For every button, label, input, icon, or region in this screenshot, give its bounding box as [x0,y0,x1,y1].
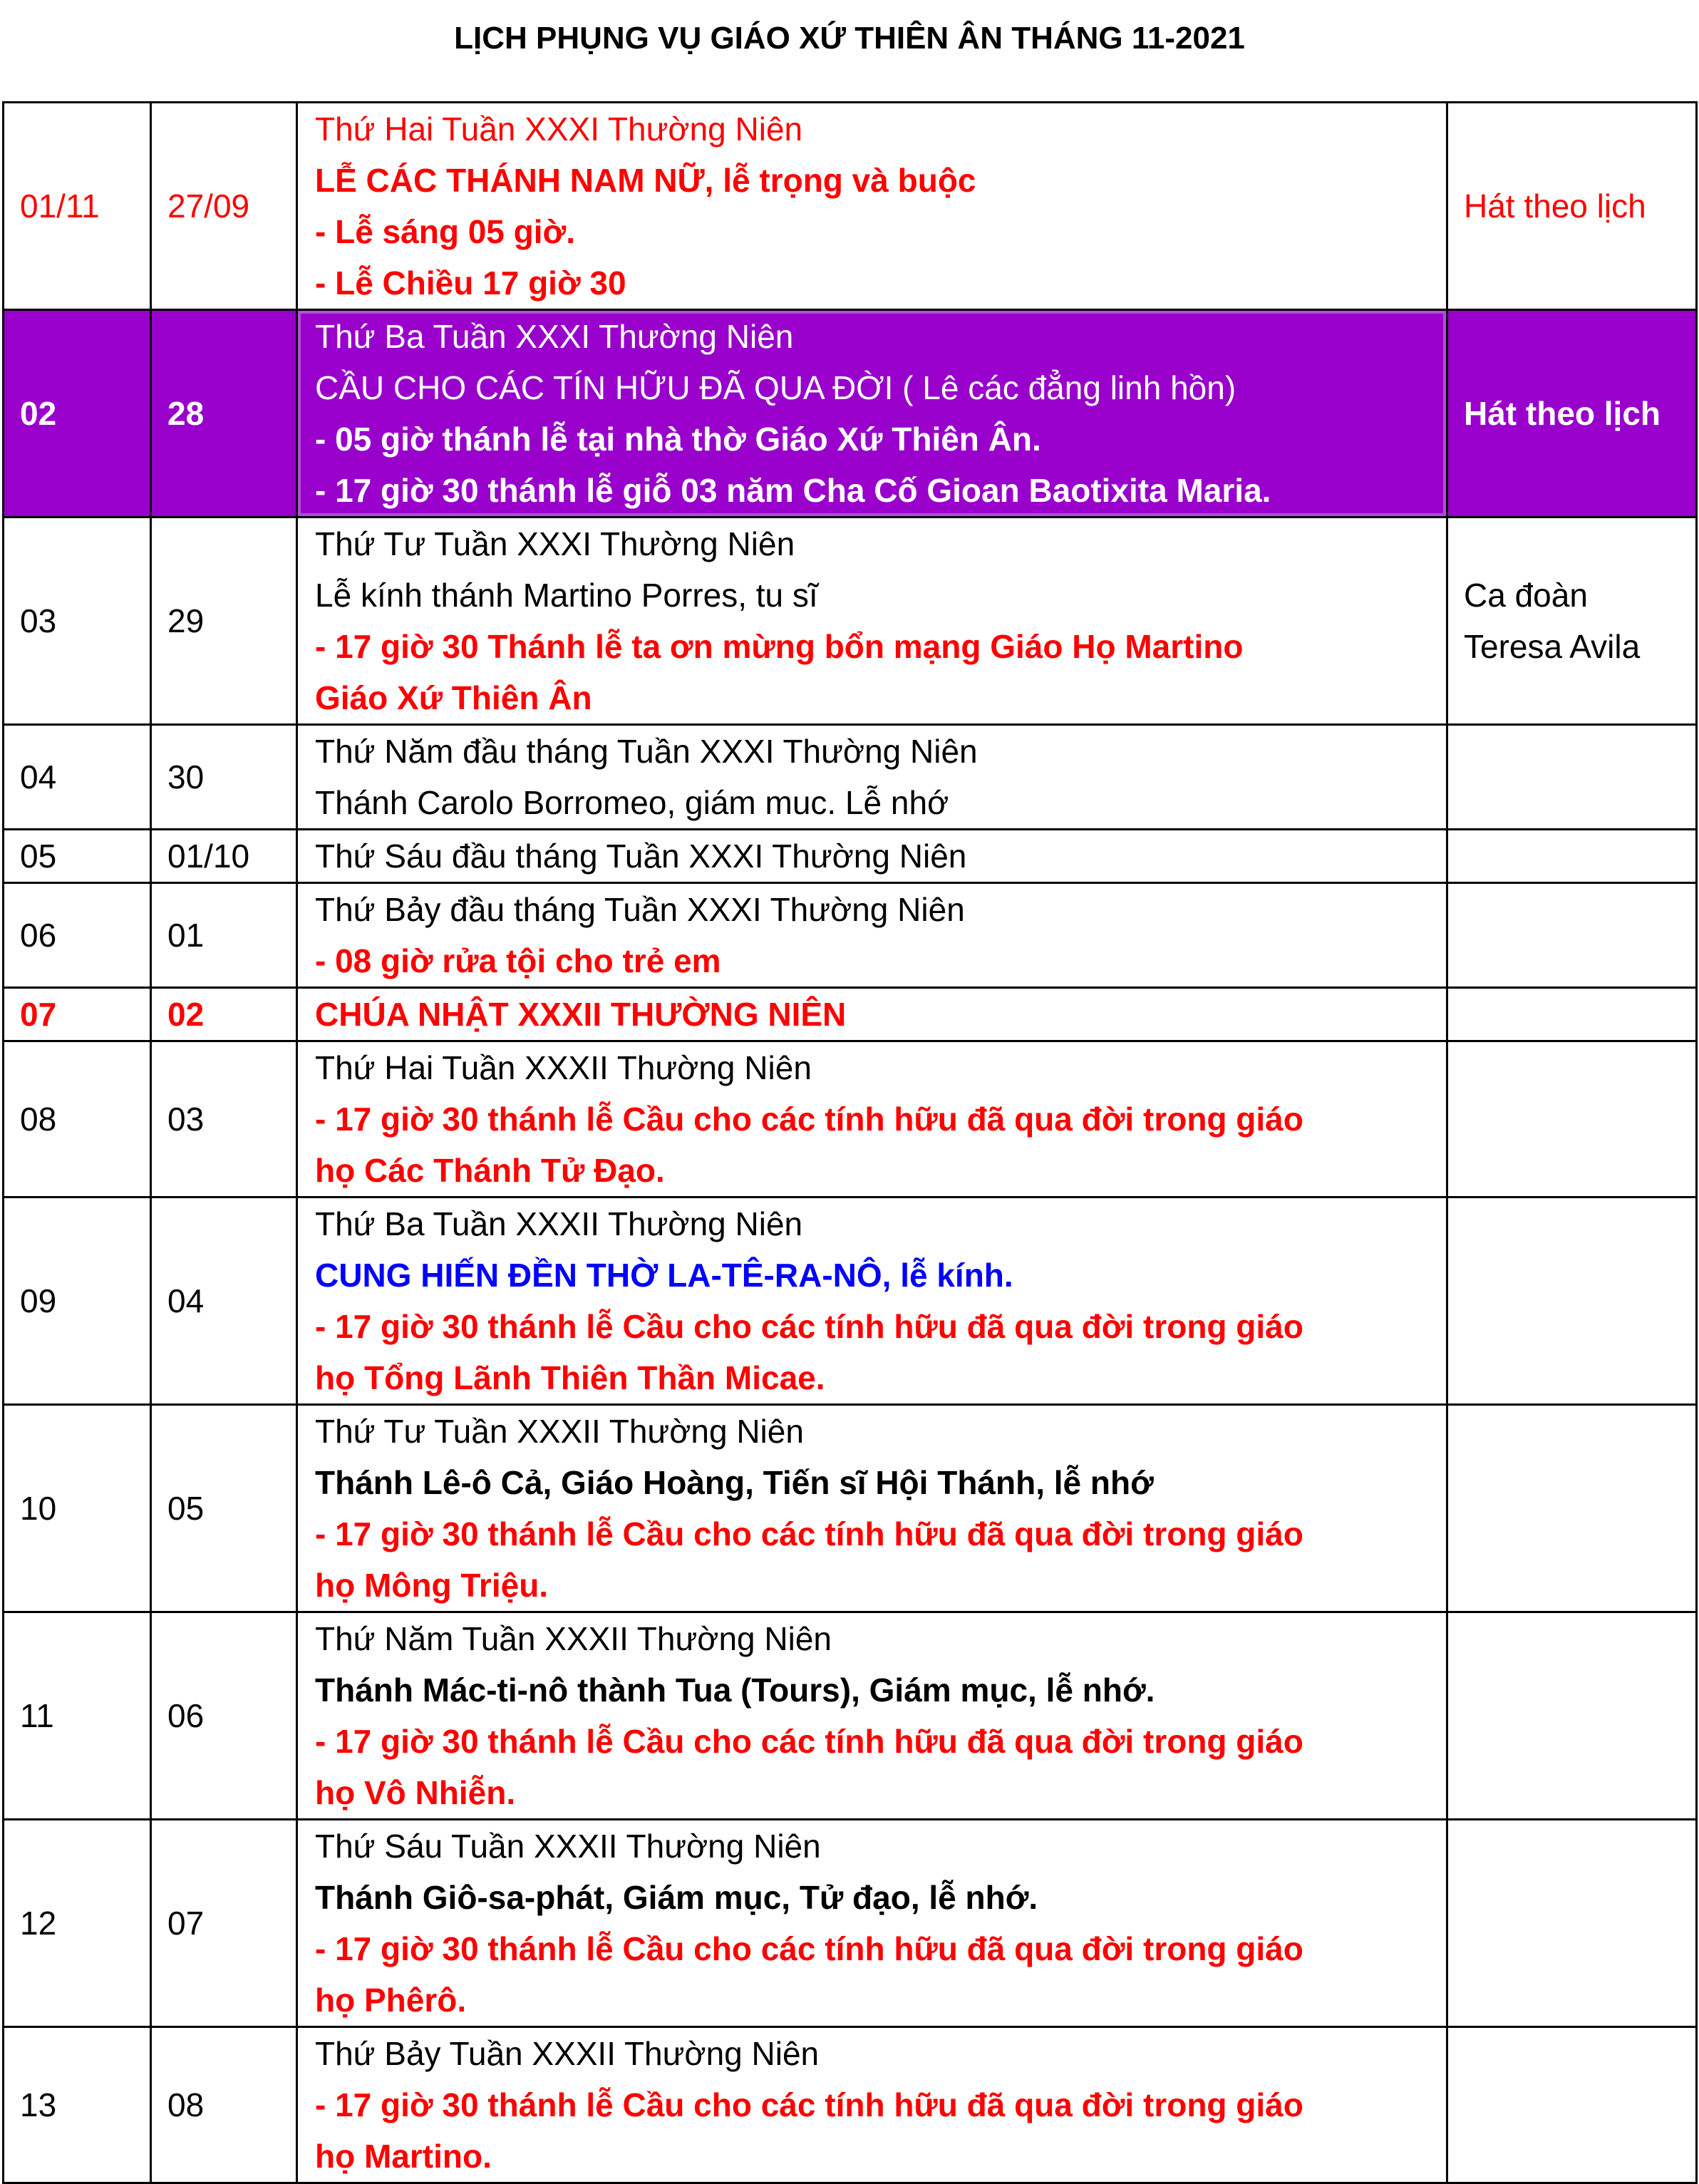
music-note-text: Ca đoàn Teresa Avila [1464,577,1641,665]
day-cell: 08 [4,1041,151,1197]
liturgy-line: họ Martino. [315,2138,492,2175]
liturgy-line: họ Các Thánh Tử Đạo. [315,1152,665,1189]
page-title: LỊCH PHỤNG VỤ GIÁO XỨ THIÊN ÂN THÁNG 11-2021 [454,21,1245,56]
lunar-date-cell: 28 [151,310,297,517]
lunar-date-cell: 30 [151,725,297,830]
lunar-date-cell: 08 [151,2027,297,2183]
music-note-cell [1447,517,1697,725]
liturgy-line: - 17 giờ 30 thánh lễ Cầu cho các tính hữu đã qua đời trong giáo [315,1515,1303,1552]
liturgy-line: Thứ Sáu Tuần XXXII Thường Niên [315,1828,821,1865]
day-cell: 07 [4,988,151,1041]
schedule-row [4,1612,1697,1820]
lunar-date-cell: 01 [151,883,297,988]
liturgy-line: Thứ Tư Tuần XXXI Thường Niên [315,525,795,562]
schedule-row [4,310,1697,517]
liturgy-line: Lễ kính thánh Martino Porres, tu sĩ [315,577,818,614]
liturgy-cell [297,883,1447,988]
music-note-text: Hát theo lịch [1464,187,1646,225]
liturgy-line: Thứ Hai Tuần XXXI Thường Niên [315,110,803,148]
music-note-cell [1447,103,1697,310]
day-cell: 12 [4,1820,151,2027]
day-cell: 03 [4,517,151,725]
liturgy-line: CẦU CHO CÁC TÍN HỮU ĐÃ QUA ĐỜI ( Lê các đẳng linh hồn) [315,369,1236,406]
schedule-row [4,830,1697,883]
schedule-row [4,725,1697,830]
liturgy-line: Thứ Tư Tuần XXXII Thường Niên [315,1413,804,1450]
schedule-row [4,2027,1697,2183]
music-note-cell [1447,1041,1697,1197]
day-cell: 04 [4,725,151,830]
liturgy-line: Thứ Ba Tuần XXXII Thường Niên [315,1205,803,1242]
liturgy-line: Thứ Hai Tuần XXXII Thường Niên [315,1049,812,1086]
liturgy-line: - 17 giờ 30 thánh lễ Cầu cho các tính hữu đã qua đời trong giáo [315,1723,1303,1760]
day-cell: 06 [4,883,151,988]
liturgy-line: họ Mông Triệu. [315,1567,549,1604]
liturgy-line: - 17 giờ 30 Thánh lễ ta ơn mừng bổn mạng Giáo Họ Martino [315,628,1244,665]
liturgy-cell [297,1820,1447,2027]
schedule-row [4,1041,1697,1197]
liturgy-cell [297,517,1447,725]
liturgy-line: - 17 giờ 30 thánh lễ Cầu cho các tính hữu đã qua đời trong giáo [315,1308,1303,1345]
liturgy-line: Thứ Bảy Tuần XXXII Thường Niên [315,2035,820,2072]
lunar-date-cell: 29 [151,517,297,725]
day-cell: 01/11 [4,103,151,310]
liturgy-cell [297,725,1447,830]
music-note-cell [1447,725,1697,830]
music-note-cell [1447,1820,1697,2027]
liturgy-line: CHÚA NHẬT XXXII THƯỜNG NIÊN [315,996,847,1033]
lunar-date-cell: 01/10 [151,830,297,883]
day-cell: 02 [4,310,151,517]
liturgy-cell [297,830,1447,883]
music-note-cell [1447,830,1697,883]
liturgy-cell [297,1405,1447,1612]
liturgy-line: CUNG HIẾN ĐỀN THỜ LA-TÊ-RA-NÔ, lễ kính. [315,1257,1013,1294]
liturgy-line: - 08 giờ rửa tội cho trẻ em [315,942,721,979]
liturgy-cell [297,1612,1447,1820]
lunar-date-cell: 05 [151,1405,297,1612]
day-cell: 05 [4,830,151,883]
liturgy-line: họ Phêrô. [315,1982,467,2019]
lunar-date-cell: 07 [151,1820,297,2027]
schedule-row [4,988,1697,1041]
liturgy-cell [297,103,1447,310]
liturgy-line: Thứ Ba Tuần XXXI Thường Niên [315,318,794,355]
schedule-table [2,101,1698,2184]
lunar-date-cell: 27/09 [151,103,297,310]
schedule-row [4,1405,1697,1612]
schedule-row [4,517,1697,725]
liturgy-line: - 17 giờ 30 thánh lễ giỗ 03 năm Cha Cố Gioan Baotixita Maria. [315,472,1271,509]
liturgy-cell [297,2027,1447,2183]
liturgy-line: - 05 giờ thánh lễ tại nhà thờ Giáo Xứ Thiên Ân. [315,421,1041,458]
liturgy-cell [297,310,1447,517]
schedule-row [4,103,1697,310]
liturgy-line: - 17 giờ 30 thánh lễ Cầu cho các tính hữu đã qua đời trong giáo [315,1930,1303,1967]
liturgy-line: LỄ CÁC THÁNH NAM NỮ, lễ trọng và buộc [315,162,976,199]
music-note-cell [1447,310,1697,517]
music-note-cell [1447,2027,1697,2183]
music-note-cell [1447,1197,1697,1405]
day-cell: 09 [4,1197,151,1405]
schedule-row [4,1197,1697,1405]
music-note-cell [1447,1405,1697,1612]
liturgy-line: Thứ Bảy đầu tháng Tuần XXXI Thường Niên [315,891,965,928]
schedule-row [4,883,1697,988]
liturgy-line: Thứ Sáu đầu tháng Tuần XXXI Thường Niên [315,838,967,875]
liturgy-line: Giáo Xứ Thiên Ân [315,679,592,716]
music-note-text: Hát theo lịch [1464,395,1661,432]
schedule-row [4,1820,1697,2027]
liturgy-line: - Lễ sáng 05 giờ. [315,213,576,250]
liturgy-line: họ Vô Nhiễn. [315,1774,516,1811]
liturgy-line: - 17 giờ 30 thánh lễ Cầu cho các tính hữu đã qua đời trong giáo [315,1101,1303,1138]
lunar-date-cell: 06 [151,1612,297,1820]
liturgy-line: - Lễ Chiều 17 giờ 30 [315,264,626,302]
liturgy-line: Thánh Lê-ô Cả, Giáo Hoàng, Tiến sĩ Hội Thánh, lễ nhớ [315,1464,1154,1501]
day-cell: 13 [4,2027,151,2183]
liturgy-line: Thánh Mác-ti-nô thành Tua (Tours), Giám mục, lễ nhớ. [315,1672,1155,1709]
day-cell: 11 [4,1612,151,1820]
liturgy-cell [297,1197,1447,1405]
liturgy-cell [297,1041,1447,1197]
lunar-date-cell: 04 [151,1197,297,1405]
schedule-body [4,103,1697,2183]
music-note-cell [1447,1612,1697,1820]
day-cell: 10 [4,1405,151,1612]
liturgy-line: Thánh Carolo Borromeo, giám muc. Lễ nhớ [315,784,949,821]
liturgy-line: họ Tổng Lãnh Thiên Thần Micae. [315,1359,825,1396]
liturgy-cell [297,988,1447,1041]
music-note-cell [1447,988,1697,1041]
lunar-date-cell: 02 [151,988,297,1041]
liturgy-line: Thứ Năm đầu tháng Tuần XXXI Thường Niên [315,733,978,770]
liturgy-line: - 17 giờ 30 thánh lễ Cầu cho các tính hữu đã qua đời trong giáo [315,2086,1303,2123]
liturgy-line: Thánh Giô-sa-phát, Giám mục, Tử đạo, lễ nhớ. [315,1879,1038,1916]
liturgy-line: Thứ Năm Tuần XXXII Thường Niên [315,1620,832,1657]
music-note-cell [1447,883,1697,988]
lunar-date-cell: 03 [151,1041,297,1197]
